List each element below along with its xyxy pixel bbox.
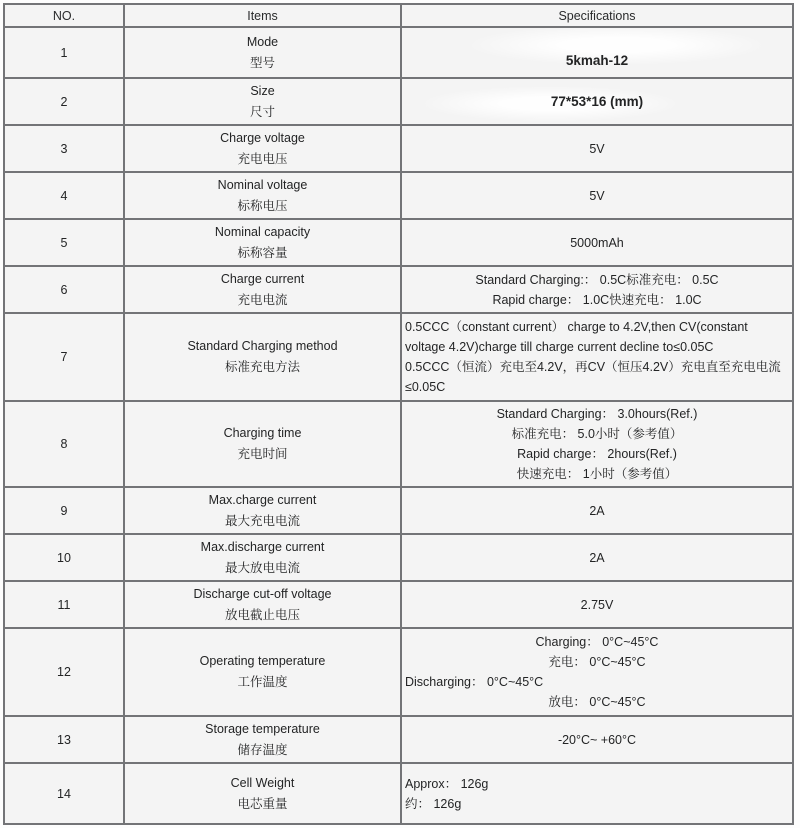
row-number-cell: 14 — [4, 763, 124, 824]
spec-line: Standard Charging:： 0.5C标准充电： 0.5C — [475, 272, 719, 287]
spec-line: 快速充电： 1小时（参考值） — [516, 467, 678, 481]
table-row — [4, 716, 793, 763]
spec-value-cell — [401, 716, 793, 763]
item-name-zh: 充电电流 — [237, 292, 288, 307]
spec-line: 标准充电： 5.0小时（参考值） — [511, 427, 683, 441]
item-cell — [124, 219, 401, 266]
item-cell — [124, 401, 401, 487]
header-row — [4, 4, 793, 27]
spec-line: Standard Charging： 3.0hours(Ref.) — [496, 407, 698, 421]
spec-value-cell — [401, 628, 793, 716]
item-cell — [124, 313, 401, 401]
item-name-zh: 储存温度 — [237, 742, 288, 757]
table-row — [4, 487, 793, 534]
header-specifications: Specifications — [401, 4, 793, 27]
table-row — [4, 172, 793, 219]
item-name-zh: 标准充电方法 — [224, 360, 300, 374]
spec-line: 2.75V — [580, 597, 614, 612]
item-name-en: Nominal voltage — [217, 177, 308, 192]
item-name-zh: 标称电压 — [237, 198, 288, 213]
table-row — [4, 78, 793, 125]
item-name-en: Max.discharge current — [200, 539, 325, 554]
item-name-en: Size — [250, 83, 275, 98]
item-cell — [124, 763, 401, 824]
row-number-cell: 13 — [4, 716, 124, 763]
item-name-zh: 电芯重量 — [237, 796, 288, 811]
item-name-en: Charge current — [220, 271, 305, 286]
spec-line: Discharging： 0°C~45°C — [405, 675, 544, 689]
item-name-en: Discharge cut-off voltage — [193, 586, 332, 601]
spec-table-body — [4, 27, 793, 824]
item-name-zh: 最大放电电流 — [224, 560, 300, 575]
row-number-cell: 5 — [4, 219, 124, 266]
spec-line: 5V — [589, 141, 605, 156]
spec-line: Rapid charge： 1.0C快速充电： 1.0C — [492, 292, 702, 307]
spec-value-cell — [401, 266, 793, 313]
row-number-cell: 10 — [4, 534, 124, 581]
spec-line: 放电： 0°C~45°C — [548, 695, 646, 709]
row-number-cell: 12 — [4, 628, 124, 716]
item-cell — [124, 172, 401, 219]
row-number-cell: 2 — [4, 78, 124, 125]
item-name-zh: 工作温度 — [237, 675, 288, 689]
spec-line: 0.5CCC（恒流）充电至4.2V，再CV（恒压4.2V）充电直至充电电流≤0.05C — [405, 360, 781, 394]
table-row — [4, 628, 793, 716]
spec-line: 5kmah-12 — [565, 53, 629, 68]
spec-line: 2A — [589, 503, 605, 518]
item-name-en: Storage temperature — [205, 721, 320, 736]
spec-line: 2A — [589, 550, 605, 565]
table-row — [4, 534, 793, 581]
item-name-zh: 充电电压 — [237, 151, 288, 166]
spec-line: Rapid charge： 2hours(Ref.) — [517, 447, 677, 461]
item-name-en: Charge voltage — [220, 130, 305, 145]
table-row — [4, 219, 793, 266]
item-name-zh: 标称容量 — [237, 245, 288, 260]
row-number-cell: 8 — [4, 401, 124, 487]
item-name-zh: 最大充电电流 — [224, 513, 300, 528]
table-row — [4, 401, 793, 487]
spec-value-cell — [401, 27, 793, 78]
row-number-cell: 6 — [4, 266, 124, 313]
item-name-en: Nominal capacity — [214, 224, 311, 239]
item-cell — [124, 534, 401, 581]
table-row — [4, 27, 793, 78]
spec-value-cell — [401, 401, 793, 487]
item-name-en: Charging time — [223, 426, 302, 440]
spec-value-cell — [401, 581, 793, 628]
item-name-en: Cell Weight — [230, 775, 295, 790]
item-name-en: Operating temperature — [199, 654, 326, 668]
row-number-cell: 11 — [4, 581, 124, 628]
spec-value-cell — [401, 172, 793, 219]
spec-value-cell — [401, 487, 793, 534]
spec-line: 约： 126g — [405, 796, 462, 811]
table-row — [4, 125, 793, 172]
item-name-zh: 尺寸 — [249, 104, 275, 119]
spec-line: 77*53*16 (mm) — [550, 93, 644, 109]
spec-line: 5000mAh — [570, 235, 624, 250]
table-row — [4, 266, 793, 313]
spec-line: 0.5CCC（constant current） charge to 4.2V,then CV(constant voltage 4.2V)charge till charge current decline to≤0.05C — [405, 320, 748, 354]
item-cell — [124, 487, 401, 534]
spec-line: -20°C~ +60°C — [557, 732, 637, 747]
spec-line: Approx： 126g — [405, 776, 489, 791]
row-number-cell: 3 — [4, 125, 124, 172]
item-name-en: Max.charge current — [208, 492, 317, 507]
spec-table-head — [4, 4, 793, 27]
spec-value-cell — [401, 763, 793, 824]
item-cell — [124, 125, 401, 172]
spec-line: 充电： 0°C~45°C — [548, 655, 646, 669]
table-row — [4, 763, 793, 824]
row-number-cell: 4 — [4, 172, 124, 219]
spec-value-cell — [401, 78, 793, 125]
spec-value-cell — [401, 219, 793, 266]
item-name-zh: 型号 — [249, 55, 275, 70]
header-no: NO. — [4, 4, 124, 27]
spec-line: 5V — [589, 188, 605, 203]
item-cell — [124, 716, 401, 763]
item-name-en: Standard Charging method — [187, 339, 338, 353]
table-row — [4, 581, 793, 628]
row-number-cell: 1 — [4, 27, 124, 78]
item-cell — [124, 628, 401, 716]
row-number-cell: 9 — [4, 487, 124, 534]
table-row — [4, 313, 793, 401]
spec-line: Charging： 0°C~45°C — [535, 635, 659, 649]
item-cell — [124, 78, 401, 125]
item-cell — [124, 581, 401, 628]
spec-value-cell — [401, 313, 793, 401]
spec-value-cell — [401, 125, 793, 172]
item-name-zh: 放电截止电压 — [224, 607, 300, 622]
header-items: Items — [124, 4, 401, 27]
row-number-cell: 7 — [4, 313, 124, 401]
item-name-en: Mode — [246, 34, 279, 49]
item-cell — [124, 266, 401, 313]
spec-table — [3, 3, 794, 825]
item-cell — [124, 27, 401, 78]
item-name-zh: 充电时间 — [237, 447, 288, 461]
spec-value-cell — [401, 534, 793, 581]
